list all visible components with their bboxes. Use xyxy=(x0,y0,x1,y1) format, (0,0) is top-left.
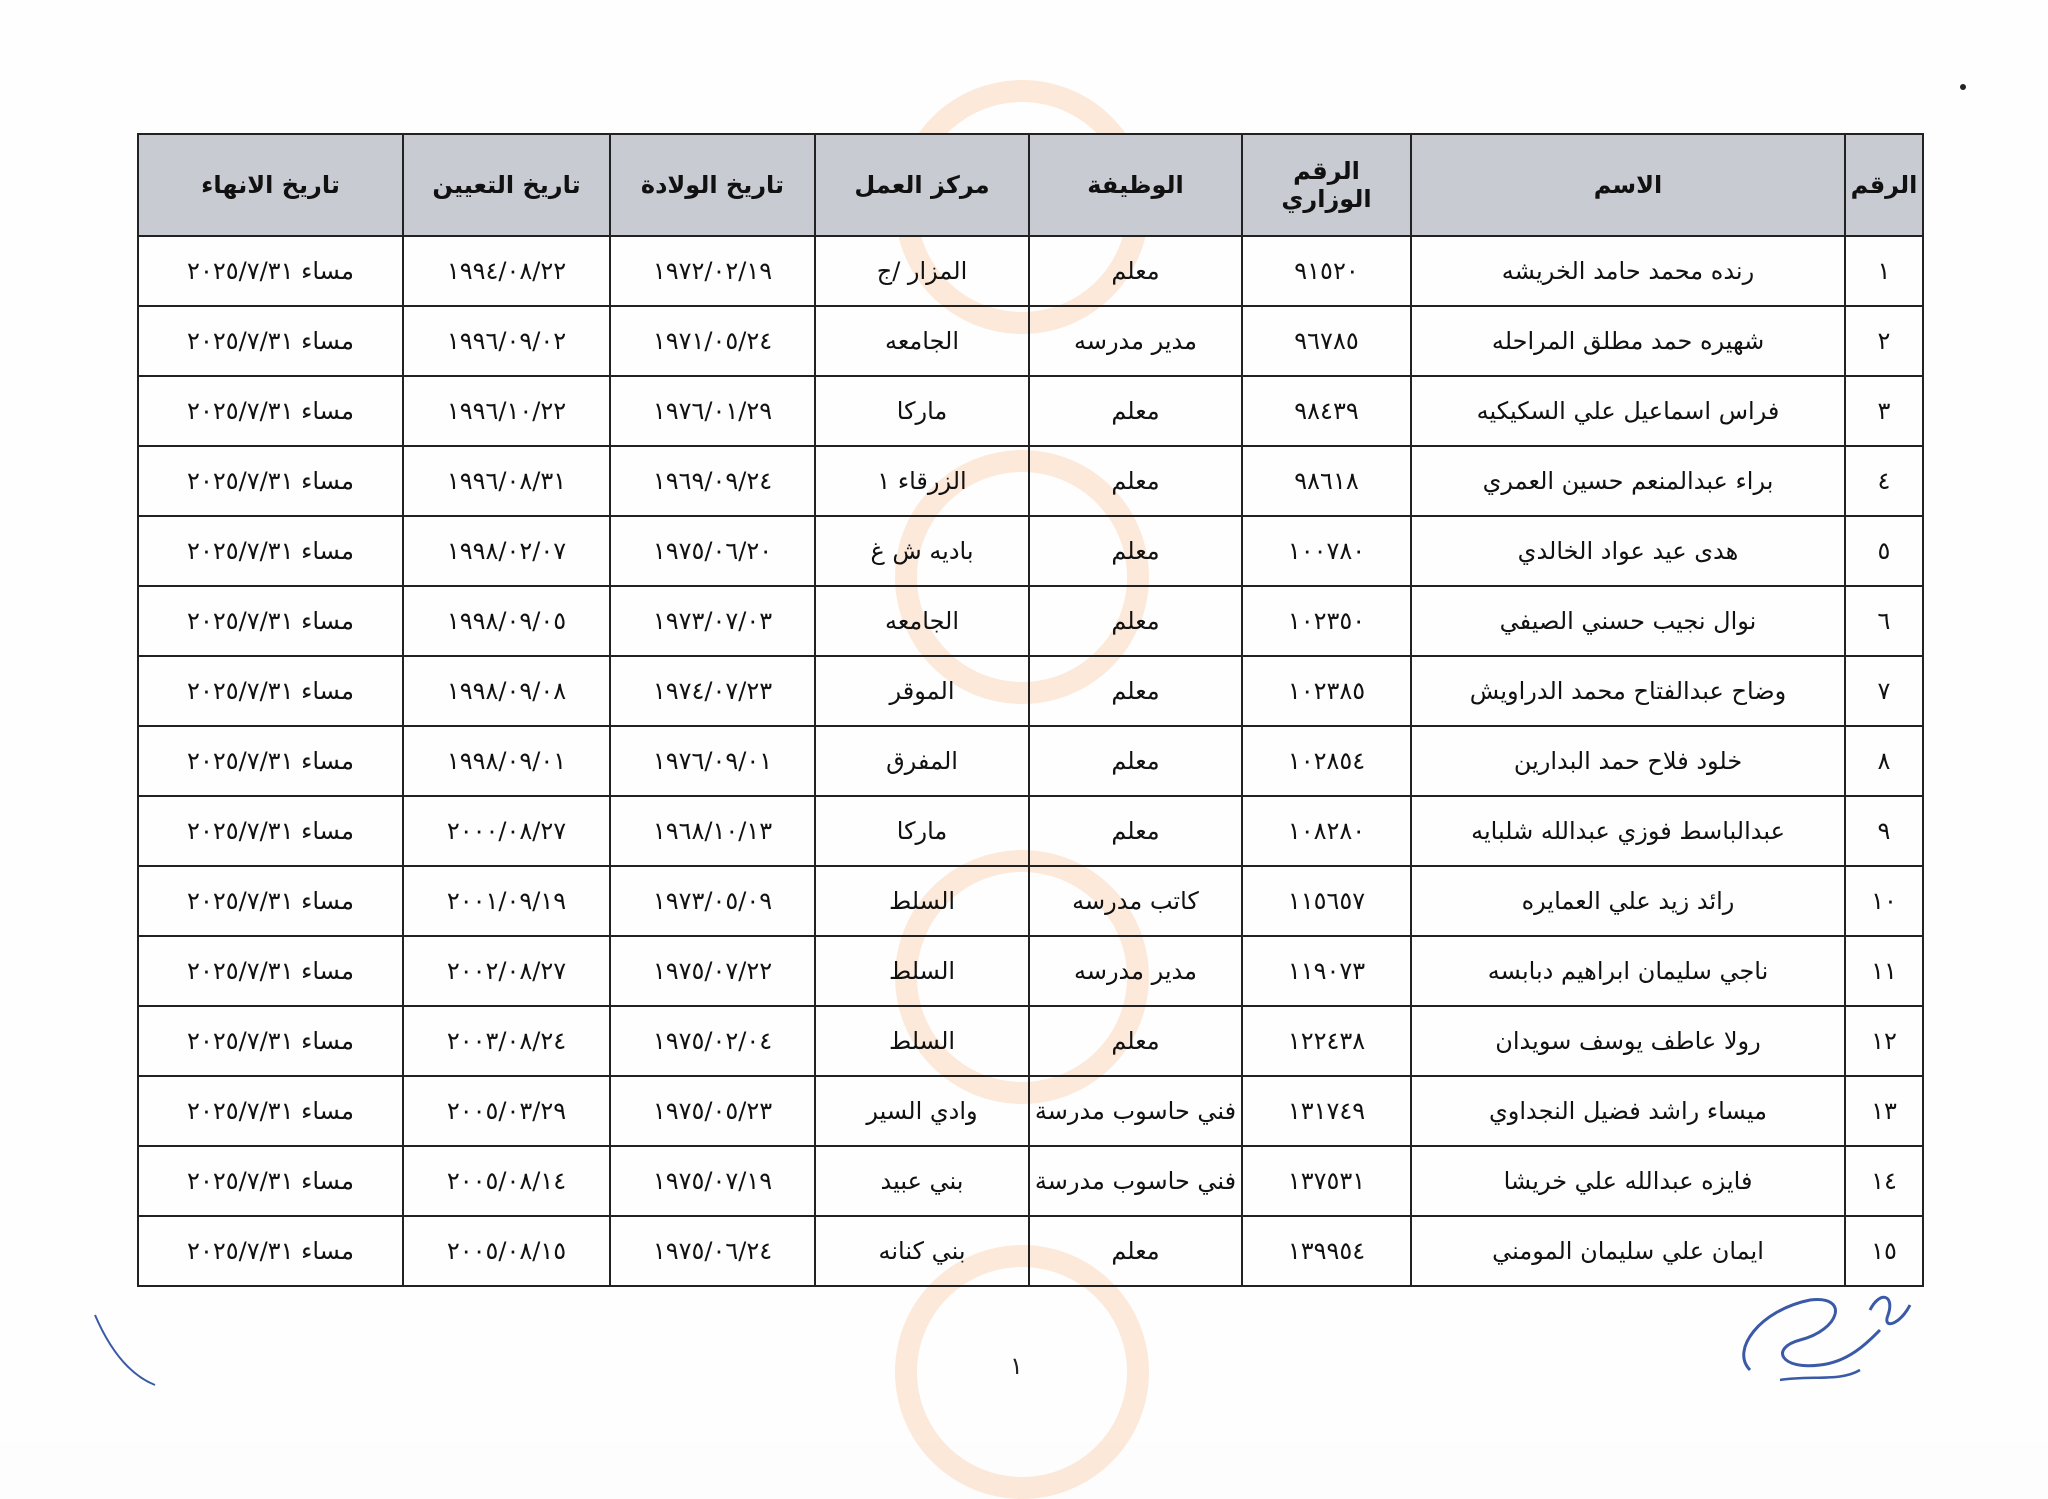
cell-name: ناجي سليمان ابراهيم دبابسه xyxy=(1411,936,1845,1006)
cell-birth-date: ١٩٧٢/٠٢/١٩ xyxy=(610,236,815,306)
cell-end-date: مساء ٢٠٢٥/٧/٣١ xyxy=(138,1216,403,1286)
column-header-row-number: الرقم xyxy=(1845,134,1923,236)
column-header-appointment-date: تاريخ التعيين xyxy=(403,134,610,236)
cell-name: ميساء راشد فضيل النجداوي xyxy=(1411,1076,1845,1146)
cell-ministry-id: ١٠٨٢٨٠ xyxy=(1242,796,1411,866)
cell-row-number: ١٣ xyxy=(1845,1076,1923,1146)
cell-ministry-id: ١١٥٦٥٧ xyxy=(1242,866,1411,936)
cell-birth-date: ١٩٧٥/٠٥/٢٣ xyxy=(610,1076,815,1146)
cell-row-number: ٢ xyxy=(1845,306,1923,376)
cell-job-title: معلم xyxy=(1029,1216,1242,1286)
cell-row-number: ١١ xyxy=(1845,936,1923,1006)
column-header-ministry-id: الرقم الوزاري xyxy=(1242,134,1411,236)
cell-birth-date: ١٩٧١/٠٥/٢٤ xyxy=(610,306,815,376)
cell-end-date: مساء ٢٠٢٥/٧/٣١ xyxy=(138,236,403,306)
cell-appointment-date: ١٩٩٦/٠٩/٠٢ xyxy=(403,306,610,376)
cell-birth-date: ١٩٧٦/٠١/٢٩ xyxy=(610,376,815,446)
cell-ministry-id: ١٠٢٣٨٥ xyxy=(1242,656,1411,726)
cell-job-title: كاتب مدرسه xyxy=(1029,866,1242,936)
cell-name: رولا عاطف يوسف سويدان xyxy=(1411,1006,1845,1076)
signature xyxy=(1720,1270,1920,1400)
cell-end-date: مساء ٢٠٢٥/٧/٣١ xyxy=(138,1076,403,1146)
cell-row-number: ١٢ xyxy=(1845,1006,1923,1076)
cell-end-date: مساء ٢٠٢٥/٧/٣١ xyxy=(138,586,403,656)
cell-end-date: مساء ٢٠٢٥/٧/٣١ xyxy=(138,866,403,936)
cell-birth-date: ١٩٧٦/٠٩/٠١ xyxy=(610,726,815,796)
cell-row-number: ١ xyxy=(1845,236,1923,306)
cell-row-number: ٥ xyxy=(1845,516,1923,586)
cell-name: فراس اسماعيل علي السكيكيه xyxy=(1411,376,1845,446)
cell-work-center: السلط xyxy=(815,866,1029,936)
cell-end-date: مساء ٢٠٢٥/٧/٣١ xyxy=(138,1146,403,1216)
cell-end-date: مساء ٢٠٢٥/٧/٣١ xyxy=(138,936,403,1006)
cell-appointment-date: ٢٠٠٥/٠٨/١٤ xyxy=(403,1146,610,1216)
cell-ministry-id: ١٠٢٣٥٠ xyxy=(1242,586,1411,656)
table-row xyxy=(138,306,1923,376)
cell-name: نوال نجيب حسني الصيفي xyxy=(1411,586,1845,656)
cell-appointment-date: ٢٠٠٥/٠٨/١٥ xyxy=(403,1216,610,1286)
cell-end-date: مساء ٢٠٢٥/٧/٣١ xyxy=(138,516,403,586)
cell-work-center: السلط xyxy=(815,936,1029,1006)
cell-name: هدى عيد عواد الخالدي xyxy=(1411,516,1845,586)
cell-ministry-id: ١٠٠٧٨٠ xyxy=(1242,516,1411,586)
table-row xyxy=(138,1146,1923,1216)
cell-job-title: معلم xyxy=(1029,726,1242,796)
cell-work-center: المفرق xyxy=(815,726,1029,796)
cell-ministry-id: ١٢٢٤٣٨ xyxy=(1242,1006,1411,1076)
cell-birth-date: ١٩٧٣/٠٧/٠٣ xyxy=(610,586,815,656)
table-row xyxy=(138,586,1923,656)
cell-ministry-id: ١٣١٧٤٩ xyxy=(1242,1076,1411,1146)
cell-row-number: ٨ xyxy=(1845,726,1923,796)
cell-row-number: ٩ xyxy=(1845,796,1923,866)
cell-row-number: ١٤ xyxy=(1845,1146,1923,1216)
cell-end-date: مساء ٢٠٢٥/٧/٣١ xyxy=(138,726,403,796)
cell-end-date: مساء ٢٠٢٥/٧/٣١ xyxy=(138,446,403,516)
cell-appointment-date: ٢٠٠٠/٠٨/٢٧ xyxy=(403,796,610,866)
column-header-birth-date: تاريخ الولادة xyxy=(610,134,815,236)
table-row xyxy=(138,1216,1923,1286)
table-row xyxy=(138,796,1923,866)
cell-work-center: ماركا xyxy=(815,796,1029,866)
table-header-row xyxy=(138,134,1923,236)
column-header-work-center: مركز العمل xyxy=(815,134,1029,236)
table-row xyxy=(138,936,1923,1006)
cell-name: رائد زيد علي العمايره xyxy=(1411,866,1845,936)
cell-name: خلود فلاح حمد البدارين xyxy=(1411,726,1845,796)
cell-work-center: باديه ش غ xyxy=(815,516,1029,586)
cell-job-title: فني حاسوب مدرسة xyxy=(1029,1076,1242,1146)
cell-name: عبدالباسط فوزي عبدالله شلبايه xyxy=(1411,796,1845,866)
page-number: ١ xyxy=(1010,1352,1023,1380)
cell-ministry-id: ٩٨٦١٨ xyxy=(1242,446,1411,516)
pen-mark xyxy=(90,1310,170,1390)
column-header-job-title: الوظيفة xyxy=(1029,134,1242,236)
cell-job-title: فني حاسوب مدرسة xyxy=(1029,1146,1242,1216)
cell-name: شهيره حمد مطلق المراحله xyxy=(1411,306,1845,376)
cell-appointment-date: ١٩٩٤/٠٨/٢٢ xyxy=(403,236,610,306)
cell-job-title: معلم xyxy=(1029,446,1242,516)
table-row xyxy=(138,1006,1923,1076)
cell-birth-date: ١٩٦٩/٠٩/٢٤ xyxy=(610,446,815,516)
table-row xyxy=(138,446,1923,516)
cell-work-center: المزار /ج xyxy=(815,236,1029,306)
cell-work-center: الموقر xyxy=(815,656,1029,726)
cell-job-title: معلم xyxy=(1029,796,1242,866)
cell-row-number: ٣ xyxy=(1845,376,1923,446)
cell-work-center: الزرقاء ١ xyxy=(815,446,1029,516)
cell-ministry-id: ٩٨٤٣٩ xyxy=(1242,376,1411,446)
cell-end-date: مساء ٢٠٢٥/٧/٣١ xyxy=(138,656,403,726)
cell-row-number: ١٥ xyxy=(1845,1216,1923,1286)
cell-end-date: مساء ٢٠٢٥/٧/٣١ xyxy=(138,306,403,376)
cell-birth-date: ١٩٧٥/٠٢/٠٤ xyxy=(610,1006,815,1076)
cell-job-title: معلم xyxy=(1029,656,1242,726)
table-row xyxy=(138,866,1923,936)
cell-work-center: السلط xyxy=(815,1006,1029,1076)
table-row xyxy=(138,656,1923,726)
cell-ministry-id: ٩١٥٢٠ xyxy=(1242,236,1411,306)
cell-appointment-date: ٢٠٠٢/٠٨/٢٧ xyxy=(403,936,610,1006)
cell-name: ايمان علي سليمان المومني xyxy=(1411,1216,1845,1286)
cell-row-number: ٧ xyxy=(1845,656,1923,726)
cell-row-number: ٦ xyxy=(1845,586,1923,656)
cell-work-center: الجامعه xyxy=(815,586,1029,656)
column-header-name: الاسم xyxy=(1411,134,1845,236)
table-row xyxy=(138,236,1923,306)
cell-ministry-id: ١٣٧٥٣١ xyxy=(1242,1146,1411,1216)
cell-appointment-date: ١٩٩٨/٠٩/٠٥ xyxy=(403,586,610,656)
cell-appointment-date: ٢٠٠٥/٠٣/٢٩ xyxy=(403,1076,610,1146)
cell-ministry-id: ١٠٢٨٥٤ xyxy=(1242,726,1411,796)
cell-end-date: مساء ٢٠٢٥/٧/٣١ xyxy=(138,796,403,866)
cell-work-center: ماركا xyxy=(815,376,1029,446)
column-header-end-date: تاريخ الانهاء xyxy=(138,134,403,236)
cell-birth-date: ١٩٧٣/٠٥/٠٩ xyxy=(610,866,815,936)
cell-job-title: معلم xyxy=(1029,236,1242,306)
cell-name: براء عبدالمنعم حسين العمري xyxy=(1411,446,1845,516)
cell-job-title: معلم xyxy=(1029,1006,1242,1076)
cell-appointment-date: ١٩٩٦/٠٨/٣١ xyxy=(403,446,610,516)
cell-work-center: وادي السير xyxy=(815,1076,1029,1146)
cell-ministry-id: ٩٦٧٨٥ xyxy=(1242,306,1411,376)
cell-appointment-date: ١٩٩٨/٠٩/٠١ xyxy=(403,726,610,796)
cell-appointment-date: ١٩٩٨/٠٢/٠٧ xyxy=(403,516,610,586)
ink-dot xyxy=(1960,84,1966,90)
cell-row-number: ١٠ xyxy=(1845,866,1923,936)
cell-appointment-date: ٢٠٠٣/٠٨/٢٤ xyxy=(403,1006,610,1076)
cell-job-title: معلم xyxy=(1029,586,1242,656)
cell-appointment-date: ١٩٩٦/١٠/٢٢ xyxy=(403,376,610,446)
cell-name: وضاح عبدالفتاح محمد الدراويش xyxy=(1411,656,1845,726)
cell-birth-date: ١٩٧٥/٠٦/٢٠ xyxy=(610,516,815,586)
cell-job-title: معلم xyxy=(1029,376,1242,446)
cell-work-center: بني كنانه xyxy=(815,1216,1029,1286)
cell-birth-date: ١٩٧٥/٠٧/٢٢ xyxy=(610,936,815,1006)
cell-name: فايزه عبدالله علي خريشا xyxy=(1411,1146,1845,1216)
cell-birth-date: ١٩٧٥/٠٧/١٩ xyxy=(610,1146,815,1216)
cell-end-date: مساء ٢٠٢٥/٧/٣١ xyxy=(138,1006,403,1076)
cell-job-title: معلم xyxy=(1029,516,1242,586)
employees-table xyxy=(137,133,1924,1287)
table-row xyxy=(138,376,1923,446)
cell-appointment-date: ٢٠٠١/٠٩/١٩ xyxy=(403,866,610,936)
cell-work-center: الجامعه xyxy=(815,306,1029,376)
cell-name: رنده محمد حامد الخريشه xyxy=(1411,236,1845,306)
table-row xyxy=(138,726,1923,796)
cell-birth-date: ١٩٧٥/٠٦/٢٤ xyxy=(610,1216,815,1286)
cell-job-title: مدير مدرسه xyxy=(1029,936,1242,1006)
cell-ministry-id: ١٣٩٩٥٤ xyxy=(1242,1216,1411,1286)
cell-birth-date: ١٩٧٤/٠٧/٢٣ xyxy=(610,656,815,726)
table-row xyxy=(138,516,1923,586)
cell-birth-date: ١٩٦٨/١٠/١٣ xyxy=(610,796,815,866)
cell-row-number: ٤ xyxy=(1845,446,1923,516)
table-row xyxy=(138,1076,1923,1146)
cell-end-date: مساء ٢٠٢٥/٧/٣١ xyxy=(138,376,403,446)
cell-ministry-id: ١١٩٠٧٣ xyxy=(1242,936,1411,1006)
cell-appointment-date: ١٩٩٨/٠٩/٠٨ xyxy=(403,656,610,726)
cell-work-center: بني عبيد xyxy=(815,1146,1029,1216)
cell-job-title: مدير مدرسه xyxy=(1029,306,1242,376)
